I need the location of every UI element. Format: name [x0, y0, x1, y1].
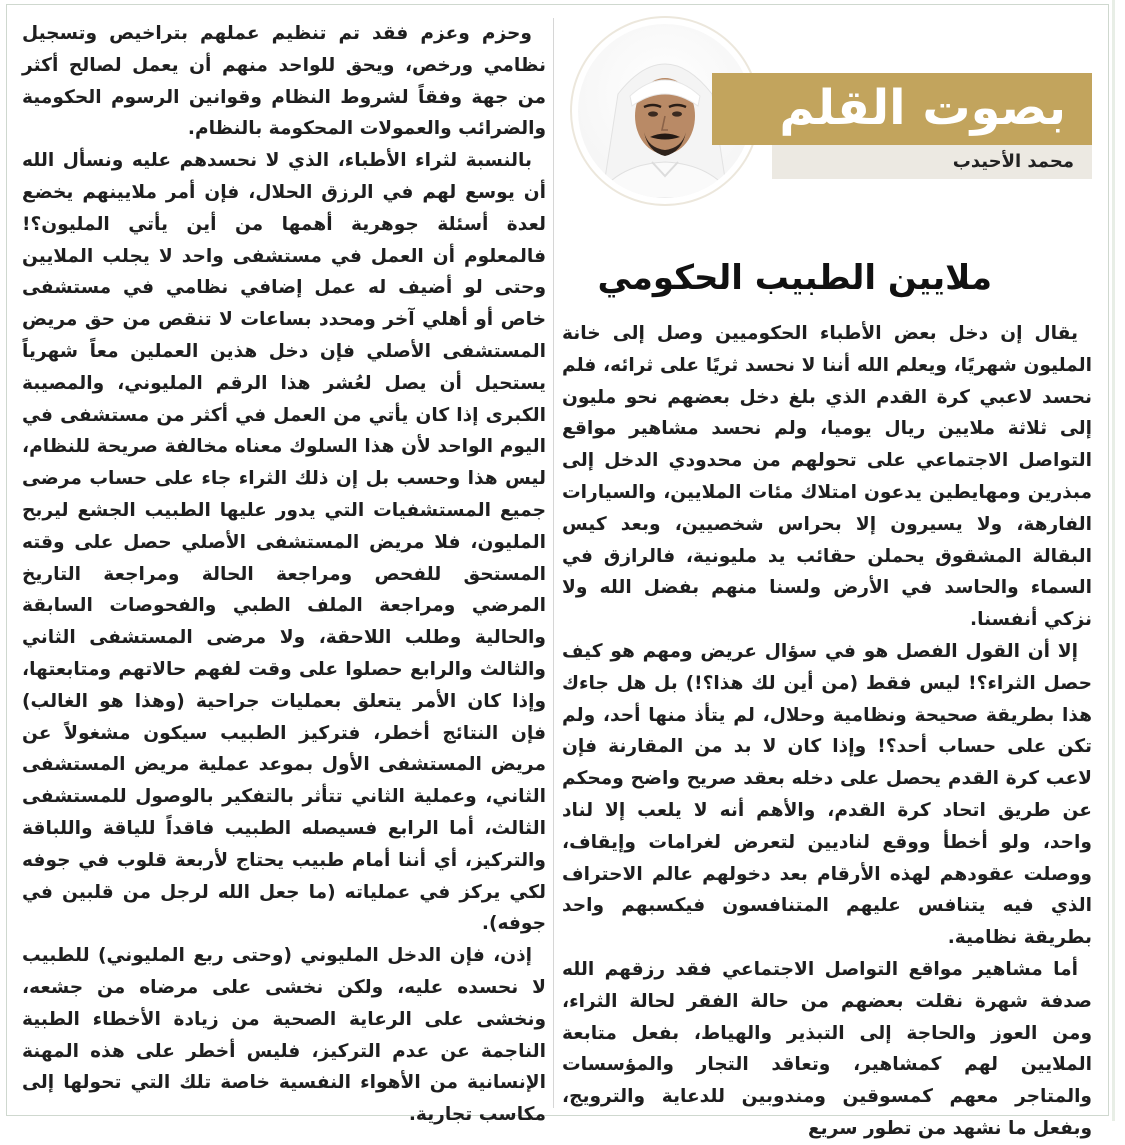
author-name: محمد الأحيدب [952, 151, 1074, 172]
column-label: بصوت القلم [779, 80, 1066, 136]
paragraph: إلا أن القول الفصل هو في سؤال عريض ومهم هو كيف حصل الثراء؟! ليس فقط (من أين لك هذا؟!) بل هل جاءك هذا بطريقة صحيحة ونظامية وحلال، لم يتأذ منها أحد، ولم تكن على حساب أحد؟! وإذا كان لا بد من المقارنة فإن لاعب كرة القدم يحصل على دخله بعقد صريح واضح ومحكم عن طريق اتحاد كرة القدم، والأهم أنه لا يلعب إلا لناد واحد، ولو أخطأ ووقع لناديين لتعرض لغرامات وإيقاف، ووصلت عقودهم لهذه الأرقام بعد دخولهم عالم الاحتراف الذي فيه يتنافس عليهم المتنافسون فيكسبهم واحد بطريقة نظامية. [562, 640, 1092, 949]
paragraph: يقال إن دخل بعض الأطباء الحكوميين وصل إلى خانة المليون شهريًا، ويعلم الله أننا لا نحسد ثريًا على ثرائه، فلم نحسد لاعبي كرة القدم الذي بلغ دخل بعضهم نحو مليون إلى ثلاثة ملايين ريال يوميا، ولم نحسد مشاهير مواقع التواصل الاجتماعي على تحولهم من محدودي الدخل إلى مبذرين ومهايطين يدعون امتلاك مئات الملايين، والسيارات الفارهة، ولا يسيرون إلا بحراس شخصيين، وبعد كيس البقالة المشقوق يحملن حقائب يد مليونية، فالرازق في السماء والحاسد في الأرض ولسنا منهم بفضل الله ولا نزكي أنفسنا. [562, 323, 1092, 631]
column-label-banner [712, 73, 1092, 145]
byline-bar [772, 145, 1092, 179]
article-column-left [22, 18, 546, 1131]
paragraph: وحزم وعزم فقد تم تنظيم عملهم بتراخيص وتسجيل نظامي ورخص، ويحق للواحد منهم أن يعمل لصالح أكثر من جهة وفقاً لشروط النظام وقوانين الرسوم الحكومية والضرائب والعمولات المحكومة بالنظام. [22, 23, 546, 140]
paragraph: أما مشاهير مواقع التواصل الاجتماعي فقد رزقهم الله صدفة شهرة نقلت بعضهم من حالة الفقر لحالة الثراء، ومن العوز والحاجة إلى التبذير والهياط، بفعل متابعة الملايين لهم كمشاهير، وتعاقد التجار والمؤسسات والمتاجر معهم كمسوقين ومندوبين للدعاية والترويج، وبفعل ما نشهد من تطور سريع [562, 958, 1092, 1139]
column-divider [553, 18, 554, 1108]
article-headline: ملايين الطبيب الحكومي [597, 258, 992, 298]
paragraph: بالنسبة لثراء الأطباء، الذي لا نحسدهم عليه ونسأل الله أن يوسع لهم في الرزق الحلال، فإن أمر ملايينهم يخضع لعدة أسئلة جوهرية أهمها من أين يأتي المليون؟! فالمعلوم أن العمل في مستشفى واحد لا يجلب الملايين وحتى لو أضيف له عمل إضافي نظامي في مستشفى خاص أو أهلي آخر ومحدد بساعات لا تنقص من حق مريض المستشفى الأصلي فإن دخل هذين العملين معاً شهرياً يستحيل أن يصل لعُشر هذا الرقم المليوني، والمصيبة الكبرى إذا كان يأتي من العمل في أكثر من مستشفى في اليوم الواحد لأن هذا السلوك معناه مخالفة صريحة للنظام، ليس هذا وحسب بل إن ذلك الثراء جاء على حساب مرضى جميع المستشفيات التي يدور عليها الطبيب الجشع ليربح المليون، فلا مريض المستشفى الأصلي حصل على وقته المستحق للفحص ومراجعة الحالة ومراجعة التاريخ المرضي ومراجعة الملف الطبي والفحوصات السابقة والحالية وطلب اللاحقة، ولا مرضى المستشفى الثاني والثالث والرابع حصلوا على وقت لفهم حالاتهم ومتابعتها، وإذا كان الأمر يتعلق بعمليات جراحية (وهذا هو الغالب) فإن النتائج أخطر، فتركيز الطبيب سيكون مشغولاً عن مريض المستشفى الأول بموعد عملية مريض المستشفى الثاني، وعملية الثاني تتأثر بالتفكير بالوصول للمستشفى الثالث، أما الرابع فسيصله الطبيب فاقداً للياقة واللباقة والتركيز، أي أننا أمام طبيب يحتاج لأربعة قلوب في جوفه لكي يركز في عملياته (ما جعل الله لرجل من قلبين في جوفه). [22, 150, 546, 935]
column-header [562, 18, 1092, 218]
paragraph: إذن، فإن الدخل المليوني (وحتى ربع المليوني) للطبيب لا نحسده عليه، ولكن نخشى على مرضاه من جشعه، ونخشى على الرعاية الصحية من زيادة الأخطاء الطبية الناجمة عن عدم التركيز، فليس أخطر على هذه المهنة الإنسانية من الأهواء النفسية خاصة تلك التي تحولها إلى مكاسب تجارية. [22, 945, 546, 1126]
edge-rule [1112, 0, 1115, 1121]
article-column-right [562, 318, 1092, 1145]
